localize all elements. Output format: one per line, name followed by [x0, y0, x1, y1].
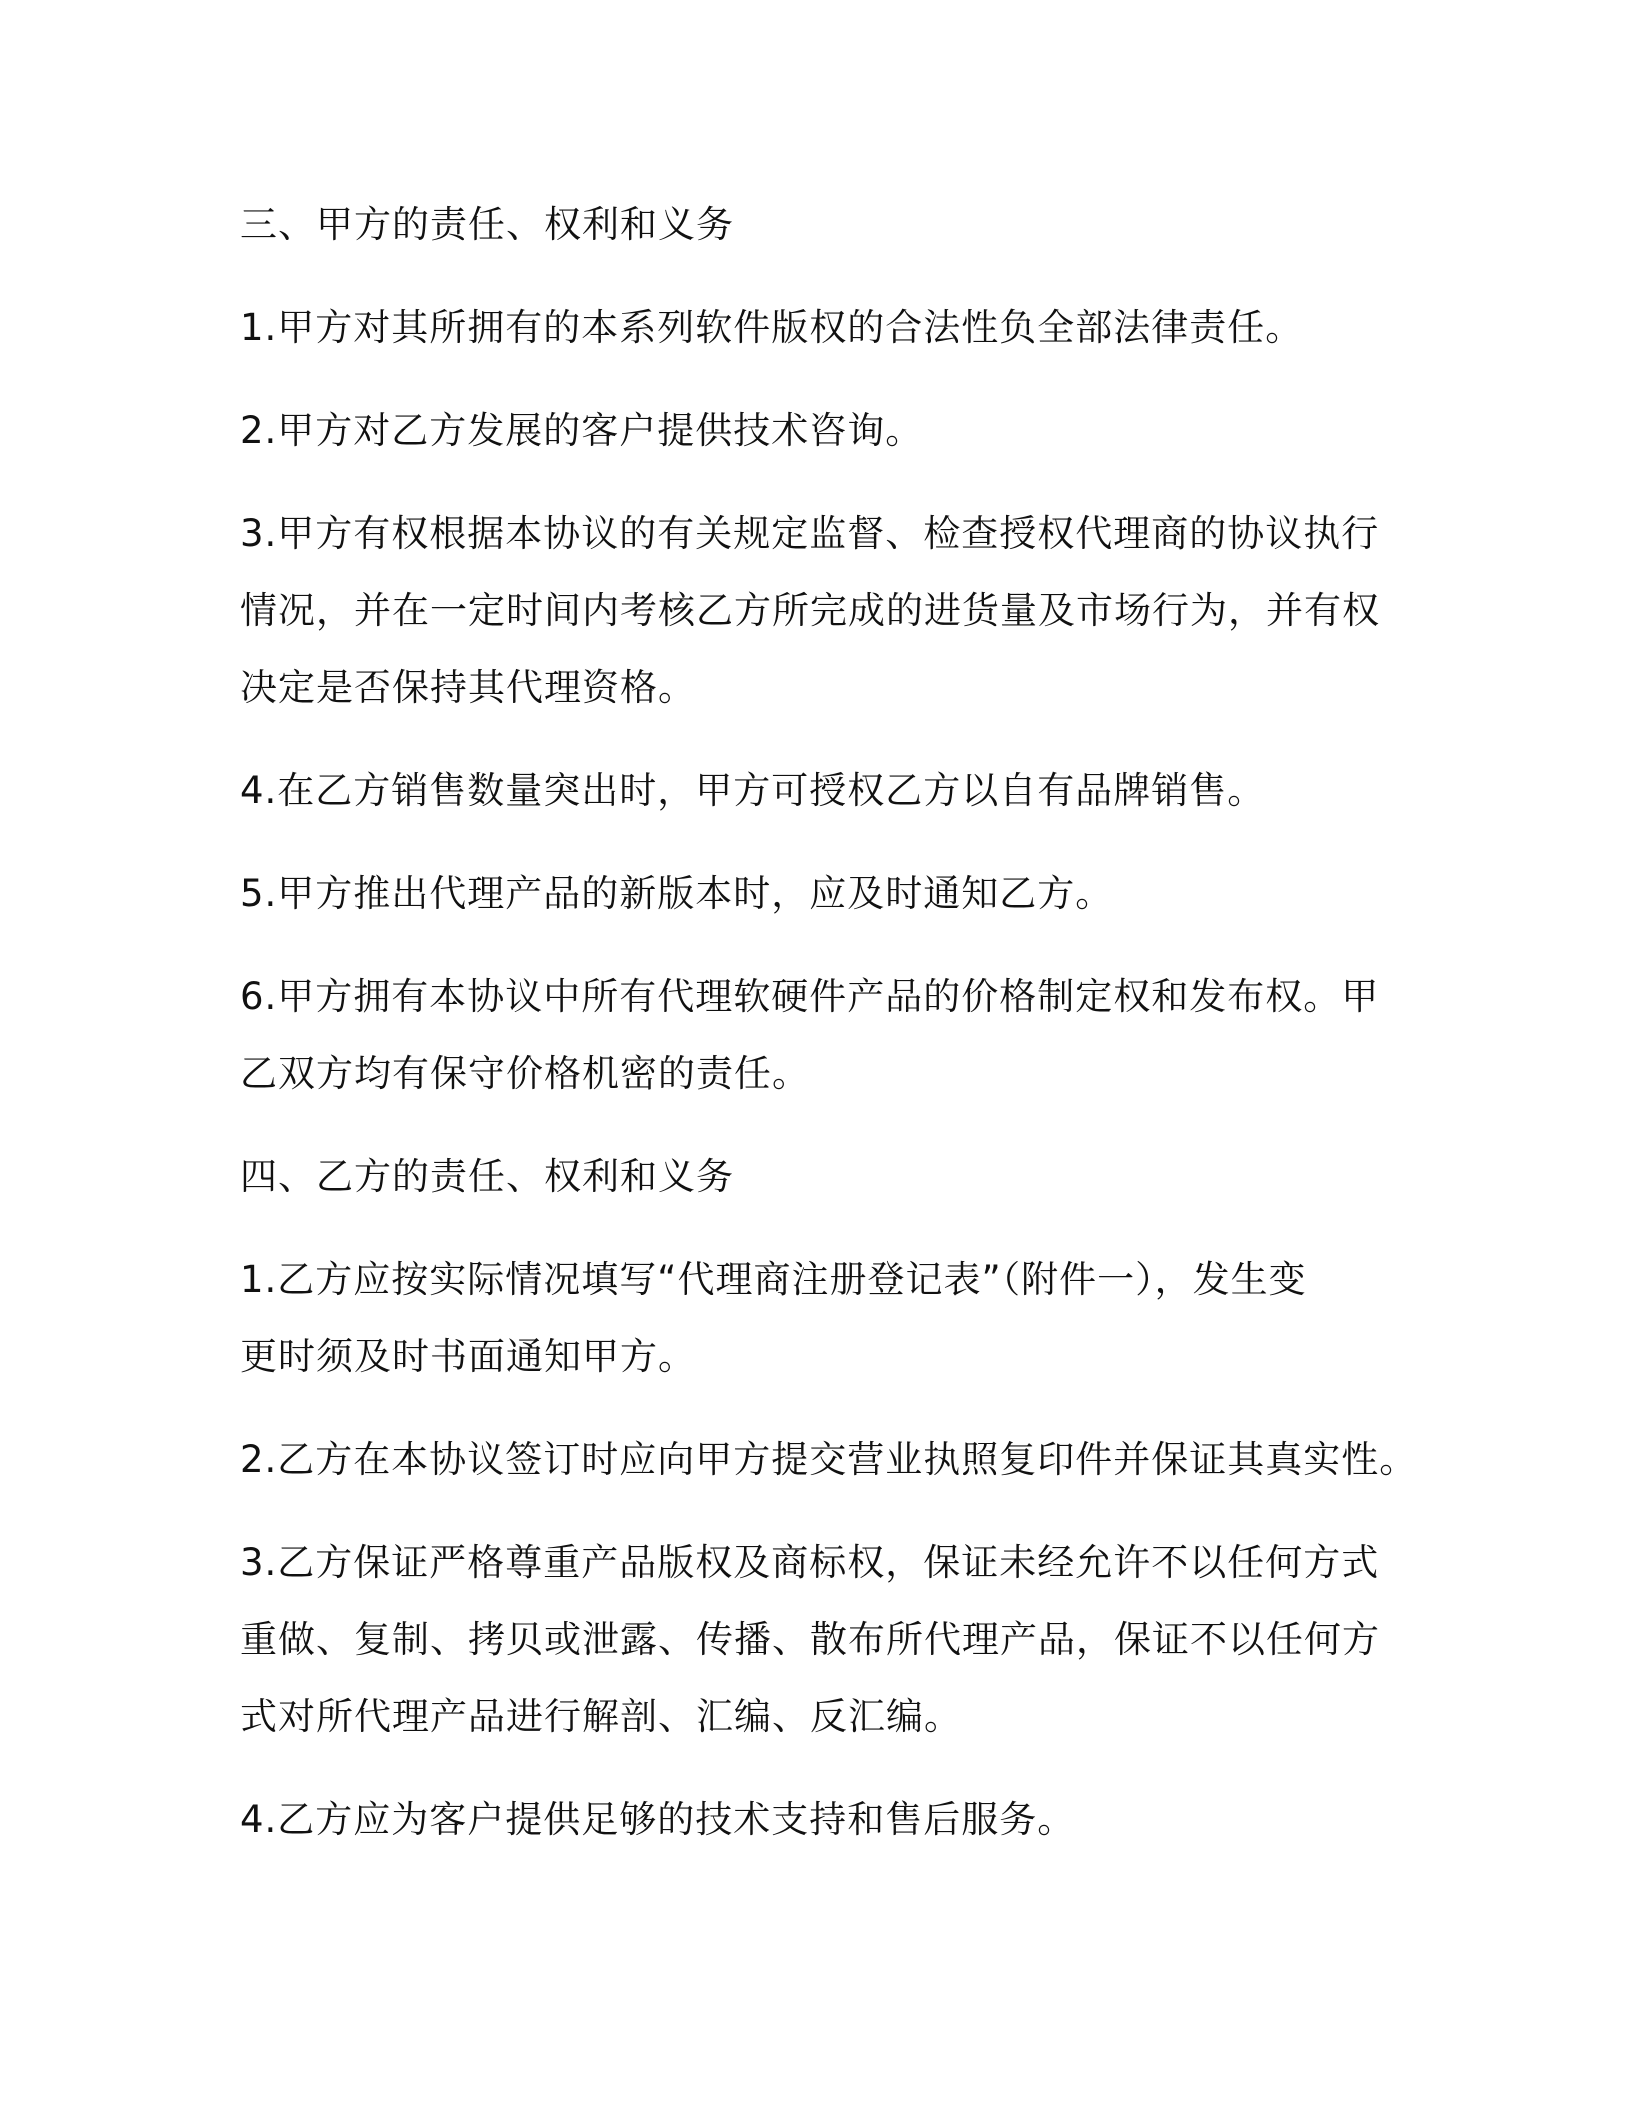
heading-text: 三、甲方的责任、权利和义务	[240, 203, 734, 246]
clause-line: 4.乙方应为客户提供足够的技术支持和售后服务。	[240, 1798, 1076, 1841]
clause-3-4	[240, 752, 1390, 829]
clause-4-4	[240, 1781, 1390, 1858]
document-page	[240, 186, 1418, 1858]
clause-line: 4.在乙方销售数量突出时，甲方可授权乙方以自有品牌销售。	[240, 769, 1266, 812]
clause-line: 3.乙方保证严格尊重产品版权及商标权，保证未经允许不以任何方式	[240, 1541, 1380, 1584]
clause-line: 乙双方均有保守价格机密的责任。	[240, 1052, 810, 1095]
clause-4-3	[240, 1524, 1390, 1755]
clause-line: 2.甲方对乙方发展的客户提供技术咨询。	[240, 409, 924, 452]
clause-3-6	[240, 958, 1390, 1112]
clause-3-2	[240, 392, 1390, 469]
clause-line: 情况，并在一定时间内考核乙方所完成的进货量及市场行为，并有权	[240, 589, 1380, 632]
section-heading-4	[240, 1138, 1390, 1215]
clause-line: 1.甲方对其所拥有的本系列软件版权的合法性负全部法律责任。	[240, 306, 1304, 349]
clause-line: 更时须及时书面通知甲方。	[240, 1335, 696, 1378]
clause-3-3	[240, 495, 1390, 726]
heading-text: 四、乙方的责任、权利和义务	[240, 1155, 734, 1198]
clause-line: 式对所代理产品进行解剖、汇编、反汇编。	[240, 1695, 962, 1738]
clause-line: 6.甲方拥有本协议中所有代理软硬件产品的价格制定权和发布权。甲	[240, 975, 1380, 1018]
clause-line: 1.乙方应按实际情况填写“代理商注册登记表”（附件一），发生变	[240, 1258, 1307, 1301]
clause-line: 5.甲方推出代理产品的新版本时，应及时通知乙方。	[240, 872, 1114, 915]
clause-3-1	[240, 289, 1390, 366]
clause-4-1	[240, 1241, 1390, 1395]
clause-line: 重做、复制、拷贝或泄露、传播、散布所代理产品，保证不以任何方	[240, 1618, 1380, 1661]
clause-3-5	[240, 855, 1390, 932]
clause-line: 3.甲方有权根据本协议的有关规定监督、检查授权代理商的协议执行	[240, 512, 1380, 555]
section-heading-3	[240, 186, 1390, 263]
clause-4-2	[240, 1421, 1418, 1498]
clause-line: 决定是否保持其代理资格。	[240, 666, 696, 709]
clause-line: 2.乙方在本协议签订时应向甲方提交营业执照复印件并保证其真实性。	[240, 1438, 1418, 1481]
